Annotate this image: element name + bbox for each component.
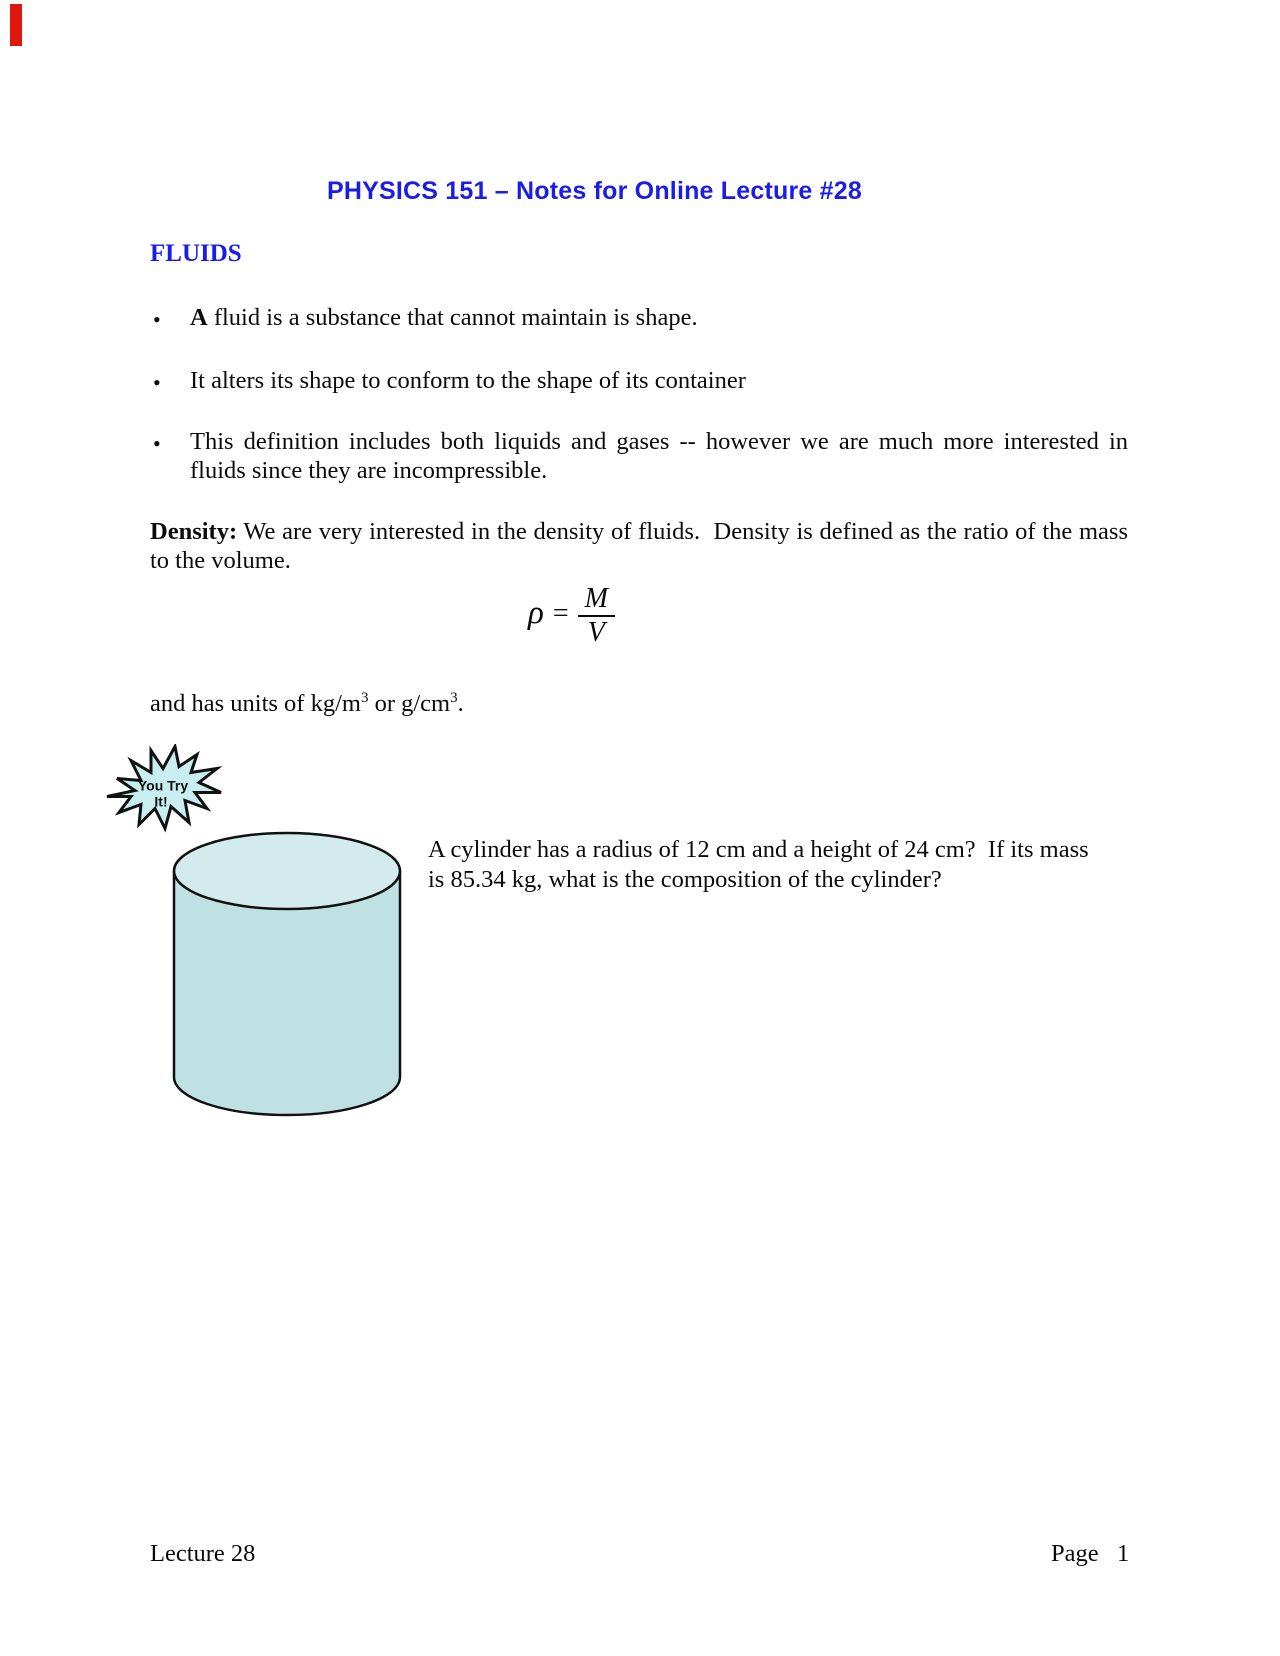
footer-lecture-label: Lecture 28 (150, 1540, 256, 1567)
bullet-item-1 (153, 303, 1128, 332)
red-margin-mark (10, 4, 22, 46)
section-heading-fluids: FLUIDS (150, 240, 242, 267)
bullet-3-text: This definition includes both liquids and gases -- however we are much more interested in fluids since they are incompressible. (190, 428, 1128, 484)
problem-line2: is 85.34 kg, what is the composition of the cylinder? (428, 865, 942, 893)
units-text: or g/cm (368, 690, 451, 717)
bullet-1-text: fluid is a substance that cannot maintain is shape. (207, 304, 698, 331)
bullet-marker: • (153, 307, 161, 332)
formula-numerator: M (578, 584, 615, 617)
bullet-2-text: It alters its shape to conform to the shape of its container (190, 367, 746, 394)
bullet-marker: • (153, 431, 161, 456)
density-formula (528, 584, 615, 648)
badge-text-line1: You Try (137, 777, 189, 794)
units-line (150, 690, 464, 718)
problem-line1: A cylinder has a radius of 12 cm and a height of 24 cm? If its mass (428, 836, 1089, 863)
units-text: and has units of kg/m (150, 690, 361, 717)
units-superscript: 3 (450, 690, 458, 706)
units-text: . (457, 690, 464, 717)
badge-text-line2: It! (154, 793, 168, 810)
units-superscript: 3 (360, 690, 369, 706)
formula-denominator: V (587, 617, 605, 648)
formula-fraction (578, 584, 615, 648)
bullet-item-3 (153, 427, 1128, 485)
footer-page-label: Page (1051, 1540, 1099, 1567)
bullet-1-lead: A (190, 304, 208, 331)
footer-page-number: 1 (1117, 1540, 1130, 1567)
formula-rho: ρ (528, 594, 544, 631)
cylinder-top-face (174, 833, 400, 909)
density-text: We are very interested in the density of fluids. Density is defined as the ratio of the mass to the volume. (150, 518, 1128, 574)
cylinder-illustration (155, 818, 415, 1123)
bullet-marker: • (153, 370, 161, 395)
density-lead: Density: (150, 518, 238, 545)
problem-statement (428, 835, 1089, 894)
bullet-item-2 (153, 366, 1128, 395)
formula-equals: = (552, 598, 569, 629)
density-paragraph (150, 517, 1128, 575)
page-title: PHYSICS 151 – Notes for Online Lecture #28 (327, 177, 862, 205)
